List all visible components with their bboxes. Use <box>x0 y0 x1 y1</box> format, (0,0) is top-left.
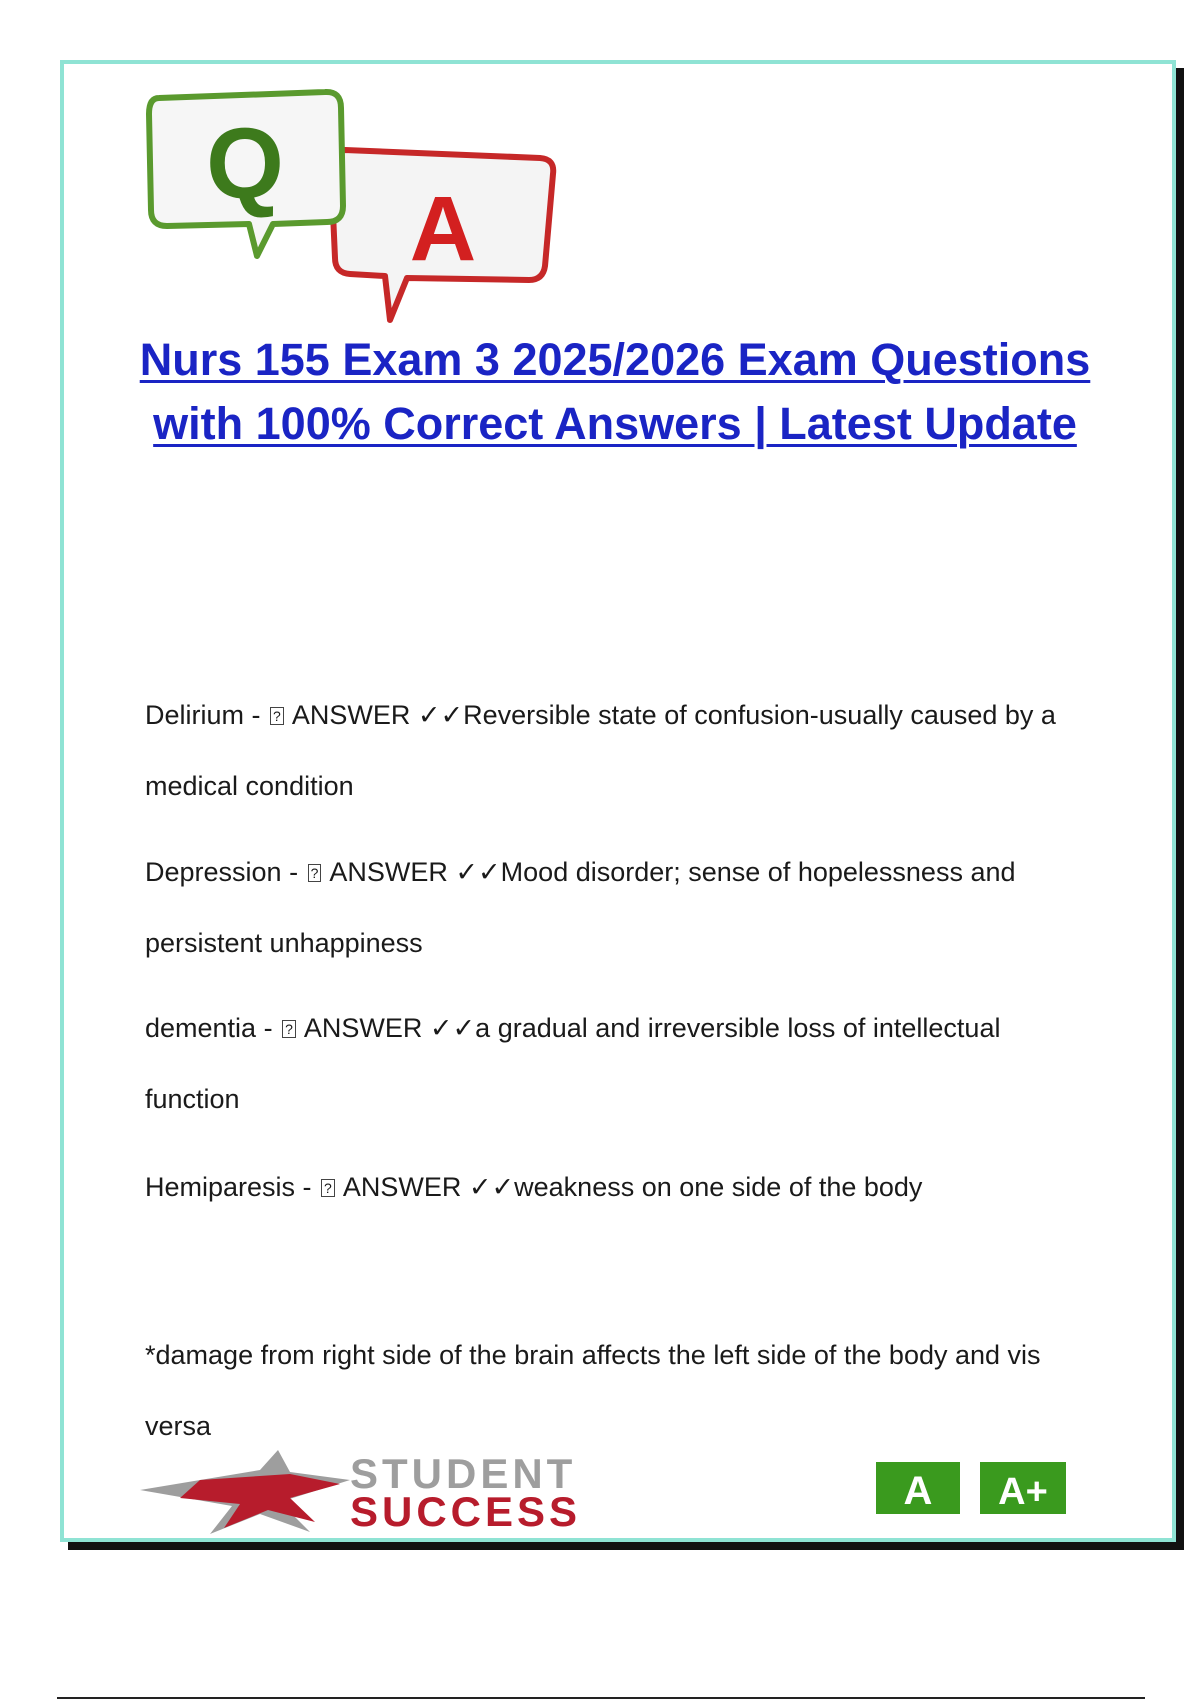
grade-a-plus-badge <box>980 1462 1066 1514</box>
answer-marker-icon: ? <box>282 1020 296 1038</box>
term: dementia <box>145 1013 257 1043</box>
document-title: Nurs 155 Exam 3 2025/2026 Exam Questions with 100% Correct Answers | Latest Update <box>139 334 1091 449</box>
qa-entry: Delirium - ? ANSWER ✓✓Reversible state of confusion-usually caused by a medical condition <box>145 700 1056 801</box>
answer-marker-icon: ? <box>270 707 284 725</box>
answer-bubble <box>331 150 553 320</box>
term: Depression <box>145 857 282 887</box>
term: Hemiparesis <box>145 1172 296 1202</box>
definition: a gradual and irreversible loss of intellectual function <box>145 1013 1001 1114</box>
check-marks: ✓✓ <box>429 1013 476 1043</box>
answer-label: ANSWER <box>291 700 411 730</box>
definition: Reversible state of confusion-usually caused by a medical condition <box>145 700 1056 801</box>
qa-entry: dementia - ? ANSWER ✓✓a gradual and irreversible loss of intellectual function <box>145 1013 1001 1114</box>
check-marks: ✓✓ <box>417 700 464 730</box>
star-swoosh-icon <box>140 1450 350 1534</box>
answer-marker-icon: ? <box>321 1179 335 1197</box>
bottom-divider <box>57 1697 1145 1699</box>
qa-entry: Depression - ? ANSWER ✓✓Mood disorder; sense of hopelessness and persistent unhappiness <box>145 857 1016 958</box>
question-bubble <box>149 92 343 256</box>
definition: Mood disorder; sense of hopelessness and persistent unhappiness <box>145 857 1016 958</box>
grade-a-badge <box>876 1462 960 1514</box>
answer-label: ANSWER <box>342 1172 462 1202</box>
student-success-logo <box>140 1450 1080 1534</box>
answer-marker-icon: ? <box>308 864 322 882</box>
term: Delirium <box>145 700 245 730</box>
grade-a-plus-text: A+ <box>998 1471 1048 1513</box>
grade-a-text: A <box>903 1469 933 1513</box>
answer-letter: A <box>409 178 477 280</box>
qa-speech-bubbles-logo <box>145 88 565 328</box>
note-text: *damage from right side of the brain affects the left side of the body and vis versa <box>145 1340 1041 1441</box>
brand-top-text: STUDENT <box>350 1450 577 1497</box>
brand-bottom-text: SUCCESS <box>350 1488 582 1534</box>
question-letter: Q <box>206 108 284 220</box>
check-marks: ✓✓ <box>455 857 501 887</box>
answer-label: ANSWER <box>329 857 448 887</box>
answer-label: ANSWER <box>303 1013 423 1043</box>
definition: weakness on one side of the body <box>514 1172 923 1202</box>
check-marks: ✓✓ <box>468 1172 515 1202</box>
qa-entry: Hemiparesis - ? ANSWER ✓✓weakness on one side of the body <box>145 1172 923 1202</box>
